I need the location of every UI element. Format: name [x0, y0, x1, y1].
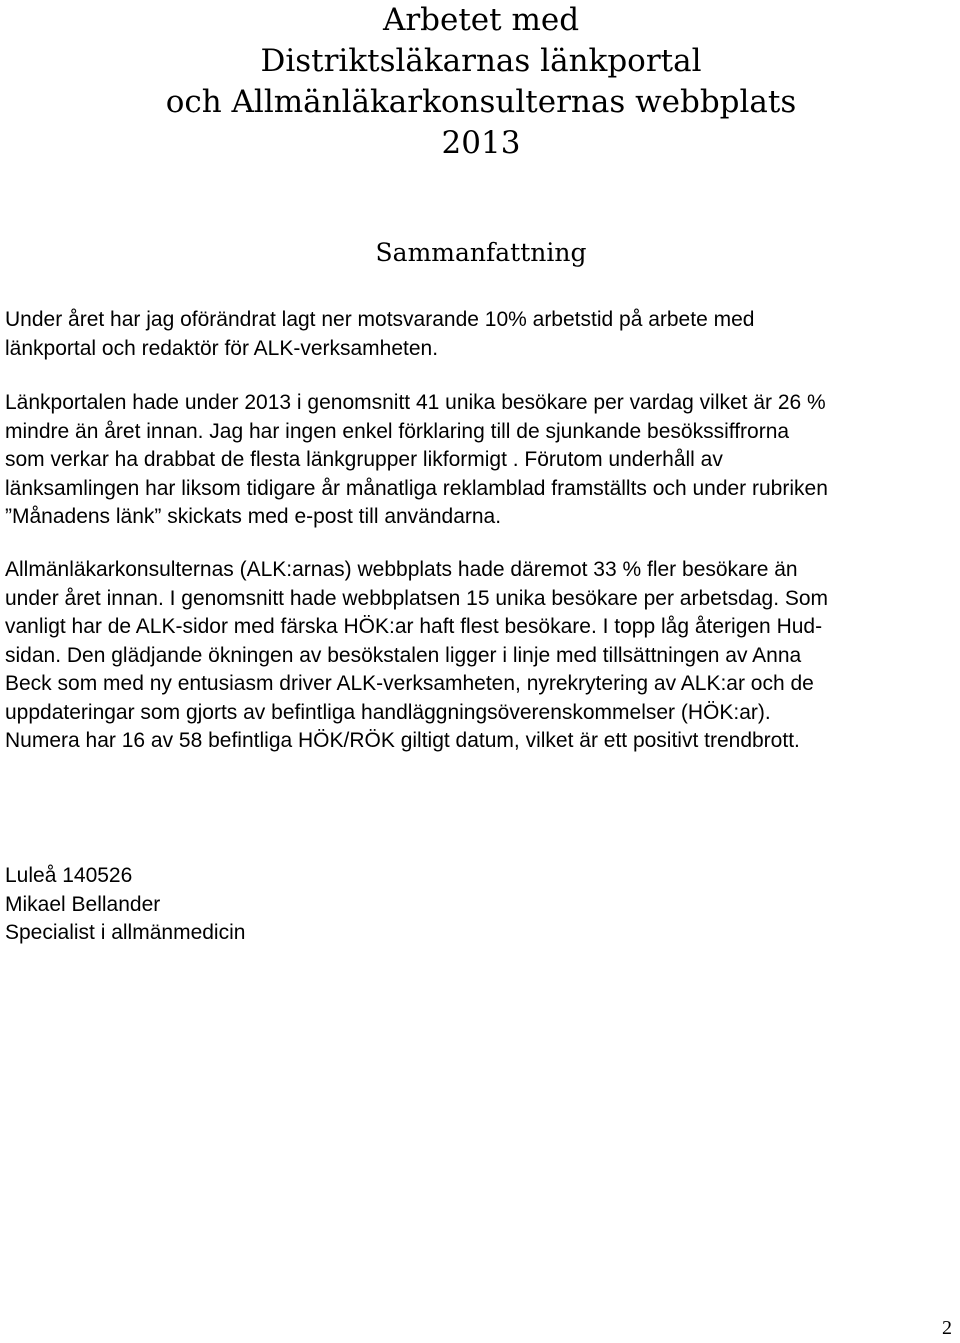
title-line-3: och Allmänläkarkonsulternas webbplats — [165, 84, 797, 120]
document-title — [0, 0, 960, 164]
paragraph-line: vanligt har de ALK-sidor med färska HÖK:ar haft flest besökare. I topp låg återigen Hud- — [5, 615, 823, 638]
title-line-2: Distriktsläkarnas länkportal — [260, 43, 702, 79]
signature-block — [5, 862, 245, 948]
paragraph-line: Numera har 16 av 58 befintliga HÖK/RÖK giltigt datum, vilket är ett positivt trendbrott. — [5, 729, 800, 752]
page-number: 2 — [942, 1317, 952, 1339]
paragraph-line: uppdateringar som gjorts av befintliga handläggningsöverenskommelser (HÖK:ar). — [5, 700, 771, 724]
paragraph-line: som verkar ha drabbat de flesta länkgrupper likformigt . Förutom underhåll av — [5, 448, 723, 471]
paragraph-line: sidan. Den glädjande ökningen av besökstalen ligger i linje med tillsättningen av Anna — [5, 643, 802, 667]
paragraph-line: Under året har jag oförändrat lagt ner motsvarande 10% arbetstid på arbete med — [5, 308, 755, 331]
title-line-year: 2013 — [441, 125, 521, 161]
paragraph-line: länksamlingen har liksom tidigare år månatliga reklamblad framställts och under rubriken — [5, 476, 828, 500]
paragraph-line: Länkportalen hade under 2013 i genomsnitt 41 unika besökare per vardag vilket är 26 % — [5, 391, 826, 414]
paragraph-line: ”Månadens länk” skickats med e-post till användarna. — [5, 505, 502, 528]
paragraph-work-time — [5, 306, 754, 363]
paragraph-link-portal — [5, 389, 828, 532]
title-line-1: Arbetet med — [382, 2, 580, 38]
paragraph-line: under året innan. I genomsnitt hade webbplatsen 15 unika besökare per arbetsdag. Som — [5, 586, 829, 610]
paragraph-line: länkportal och redaktör för ALK-verksamheten. — [5, 336, 439, 360]
signature-role: Specialist i allmänmedicin — [5, 921, 246, 944]
paragraph-alk-website — [5, 556, 828, 756]
paragraph-line: mindre än året innan. Jag har ingen enkel förklaring till de sjunkande besökssiffrorna — [5, 419, 790, 443]
paragraph-line: Allmänläkarkonsulternas (ALK:arnas) webbplats hade däremot 33 % fler besökare än — [5, 558, 798, 581]
signature-place-date: Luleå 140526 — [5, 864, 133, 887]
section-heading: Sammanfattning — [375, 238, 587, 267]
signature-name: Mikael Bellander — [5, 892, 161, 916]
paragraph-line: Beck som med ny entusiasm driver ALK-verksamheten, nyrekrytering av ALK:ar och de — [5, 672, 814, 695]
